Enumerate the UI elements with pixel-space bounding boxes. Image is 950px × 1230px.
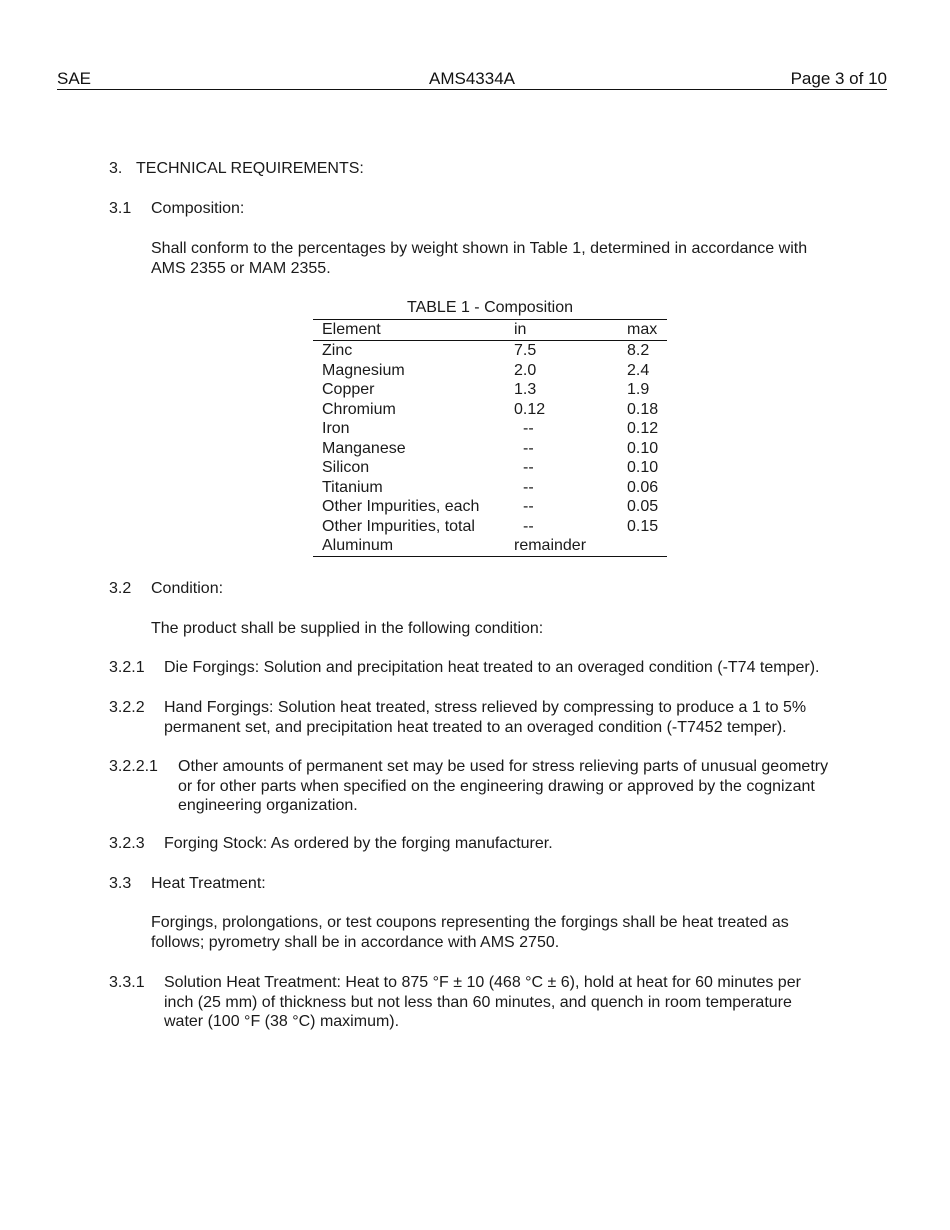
- table-cell: 1.9: [627, 381, 650, 398]
- table-row: [313, 439, 667, 459]
- table-row: [313, 419, 667, 439]
- table-row: [313, 341, 667, 361]
- text-line: Hand Forgings: Solution heat treated, stress relieved by compressing to produce a 1 to 5%: [164, 699, 807, 716]
- table-cell: Titanium: [322, 478, 383, 496]
- table-cell: --: [523, 517, 534, 535]
- column-header: max: [627, 321, 658, 339]
- section-number: 3.2.2: [109, 699, 145, 716]
- section-number: 3.1: [109, 200, 132, 217]
- body-line: follows; pyrometry shall be in accordance with AMS 2750.: [151, 933, 560, 951]
- table-cell: 8.2: [627, 342, 650, 359]
- header-page-number: Page 3 of 10: [790, 69, 887, 88]
- section-number: 3.3.1: [109, 974, 145, 991]
- section-number: 3.2.1: [109, 659, 145, 676]
- text-line: or for other parts when specified on the engineering drawing or approved by the cognizant: [178, 777, 815, 795]
- body-line: AMS 2355 or MAM 2355.: [151, 259, 331, 277]
- section-text: Forging Stock: As ordered by the forging manufacturer.: [164, 835, 553, 852]
- table-row: [313, 361, 667, 381]
- section-text: Die Forgings: Solution and precipitation heat treated to an overaged condition (-T74 temper).: [164, 659, 820, 676]
- column-header: Element: [322, 321, 381, 339]
- section-number: 3.2.2.1: [109, 758, 158, 775]
- table-cell: Aluminum: [322, 537, 394, 554]
- table-row: [313, 400, 667, 420]
- page-header: [57, 69, 887, 90]
- table-cell: --: [523, 420, 534, 437]
- body-line: Forgings, prolongations, or test coupons representing the forgings shall be heat treated as: [151, 914, 789, 931]
- table-cell: 0.12: [514, 400, 546, 418]
- section-title: TECHNICAL REQUIREMENTS:: [136, 160, 364, 177]
- section-title: Composition:: [151, 200, 245, 217]
- table-cell: 2.0: [514, 361, 537, 379]
- table-cell: Zinc: [322, 342, 353, 359]
- table-row: [313, 458, 667, 478]
- table-caption: TABLE 1 - Composition: [407, 299, 573, 316]
- section-body: [151, 239, 807, 278]
- table-cell: 1.3: [514, 381, 537, 398]
- table-cell: 0.12: [627, 420, 659, 437]
- table-cell: 7.5: [514, 342, 537, 359]
- table-row: [313, 380, 667, 400]
- table-row: [313, 536, 667, 556]
- composition-table: [313, 319, 667, 557]
- table-cell: 0.06: [627, 478, 659, 496]
- table-cell: 2.4: [627, 361, 650, 379]
- section-body: The product shall be supplied in the following condition:: [151, 620, 544, 637]
- table-cell: 0.15: [627, 517, 659, 535]
- table-cell: Silicon: [322, 459, 370, 476]
- table-cell: --: [523, 439, 534, 457]
- table-cell: 0.10: [627, 459, 659, 476]
- table-cell: [627, 536, 667, 556]
- table-cell: Other Impurities, total: [322, 517, 475, 535]
- table-header-row: [313, 320, 667, 341]
- section-number: 3.: [109, 160, 123, 177]
- text-line: permanent set, and precipitation heat treated to an overaged condition (-T7452 temper).: [164, 718, 787, 736]
- table-cell: Manganese: [322, 439, 406, 457]
- text-line: water (100 °F (38 °C) maximum).: [164, 1013, 400, 1030]
- header-doc-number: AMS4334A: [429, 69, 515, 88]
- section-text: [164, 698, 806, 737]
- table-cell: 0.05: [627, 498, 659, 515]
- table-cell: Copper: [322, 381, 375, 398]
- table-cell: Other Impurities, each: [322, 498, 480, 515]
- table-cell: Iron: [322, 420, 350, 437]
- table-cell: 0.18: [627, 400, 659, 418]
- table-row: [313, 478, 667, 498]
- section-number: 3.2: [109, 580, 132, 597]
- section-text: [164, 973, 801, 1032]
- text-line: Other amounts of permanent set may be used for stress relieving parts of unusual geometry: [178, 758, 829, 775]
- section-title: Heat Treatment:: [151, 875, 266, 892]
- table-cell: Magnesium: [322, 361, 405, 379]
- table-cell: remainder: [514, 537, 587, 554]
- table-cell: --: [523, 498, 534, 515]
- text-line: engineering organization.: [178, 797, 358, 814]
- section-body: [151, 913, 789, 952]
- section-title: Condition:: [151, 580, 224, 597]
- table-cell: --: [523, 478, 534, 496]
- section-number: 3.3: [109, 875, 132, 892]
- section-number: 3.2.3: [109, 835, 145, 852]
- column-header: in: [514, 321, 527, 339]
- table-row: [313, 517, 667, 537]
- header-org: SAE: [57, 69, 92, 88]
- table-cell: Chromium: [322, 400, 396, 418]
- table-cell: 0.10: [627, 439, 659, 457]
- table-row: [313, 497, 667, 517]
- table-cell: --: [523, 459, 534, 476]
- text-line: inch (25 mm) of thickness but not less than 60 minutes, and quench in room temperature: [164, 993, 792, 1011]
- body-line: Shall conform to the percentages by weight shown in Table 1, determined in accordance with: [151, 240, 808, 257]
- text-line: Solution Heat Treatment: Heat to 875 °F ± 10 (468 °C ± 6), hold at heat for 60 minutes per: [164, 974, 801, 991]
- section-text: [178, 757, 828, 816]
